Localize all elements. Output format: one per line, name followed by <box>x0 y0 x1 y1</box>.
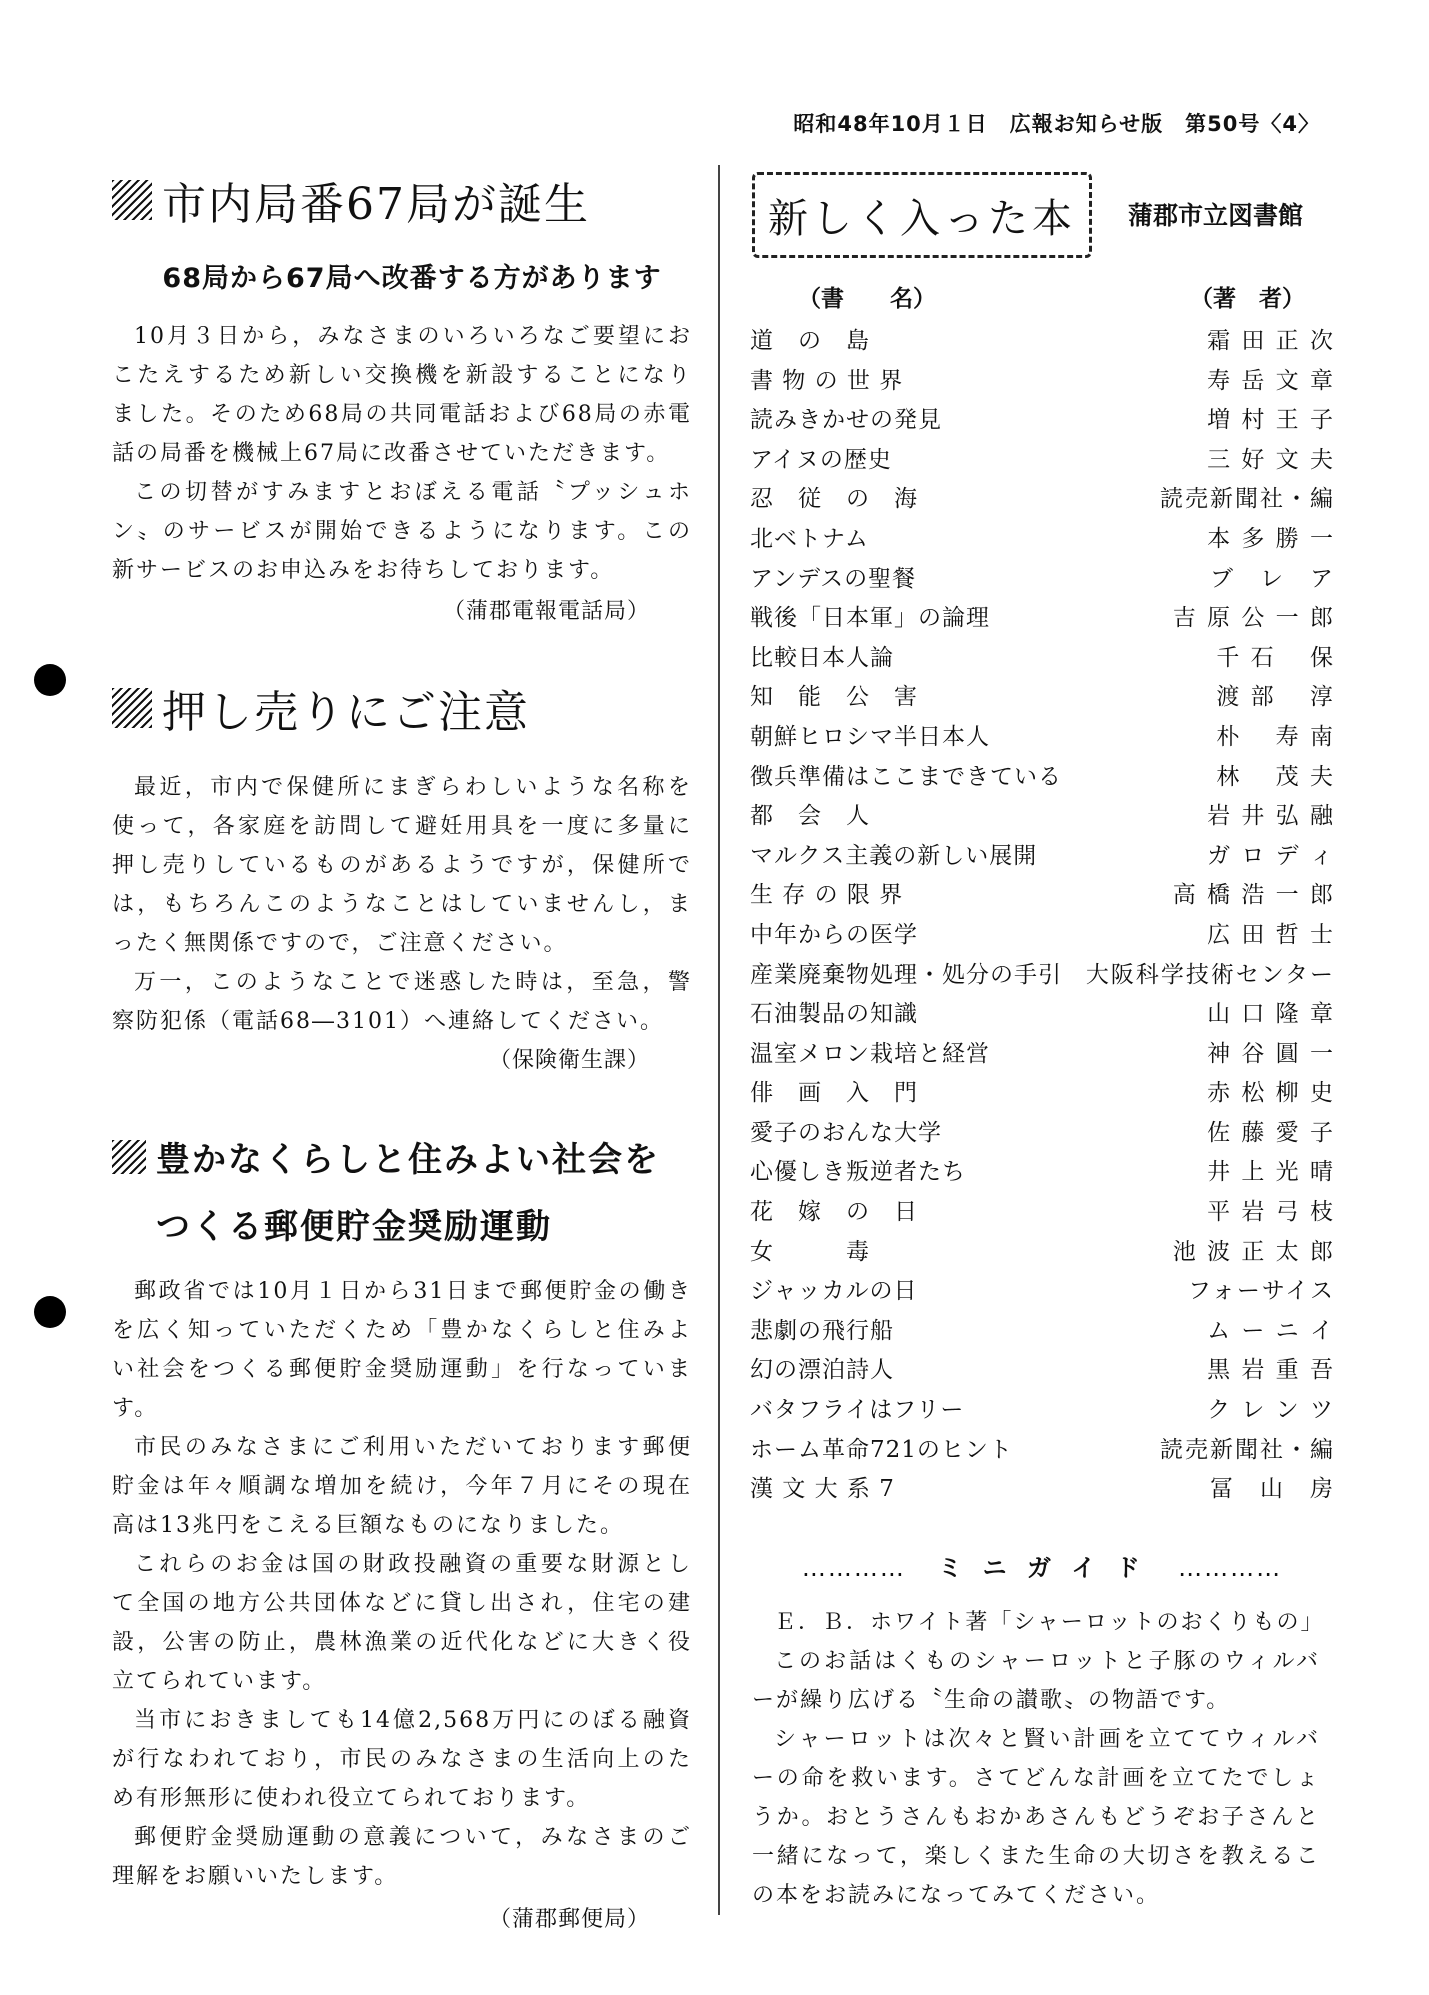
book-author: 平 岩 弓 枝 <box>1207 1199 1335 1226</box>
book-row <box>750 322 1335 362</box>
paragraph: この切替がすみますとおぼえる電話〝プッシュホ ン〟のサービスが開始できるようになります。この 新サービスのお申込みをお待ちしております。 <box>112 480 692 583</box>
mini-guide-title: ミ ニ ガ イ ド <box>938 1554 1146 1582</box>
book-author: 赤 松 柳 史 <box>1207 1080 1335 1107</box>
book-title: 戦後「日本軍」の論理 <box>750 605 990 632</box>
book-row <box>750 401 1335 441</box>
article3-title-line1: 豊かなくらしと住みよい社会を <box>156 1140 660 1180</box>
library-name: 蒲郡市立図書館 <box>1128 201 1304 230</box>
book-row <box>750 1351 1335 1391</box>
book-row <box>750 1153 1335 1193</box>
mini-guide-body <box>752 1603 1325 1915</box>
book-row <box>750 758 1335 798</box>
book-title: 中年からの医学 <box>750 921 918 948</box>
binder-hole-bottom <box>34 1296 66 1328</box>
book-title: 幻の漂泊詩人 <box>750 1357 894 1384</box>
book-row <box>750 362 1335 402</box>
paragraph: このお話はくものシャーロットと子豚のウィルバ ーが繰り広げる〝生命の讃歌〟の物語です。 <box>752 1649 1320 1713</box>
book-author: 冨 山 房 <box>1210 1476 1335 1503</box>
book-title: 北ベトナム <box>750 525 869 552</box>
article1-title: 市内局番67局が誕生 <box>162 179 590 230</box>
column-author-header: （著 者） <box>1190 286 1305 312</box>
article-postal-savings <box>112 1132 692 1933</box>
book-author: 読売新聞社・編 <box>1160 486 1335 513</box>
book-title: 石油製品の知識 <box>750 1001 918 1028</box>
book-author: 読売新聞社・編 <box>1160 1436 1335 1463</box>
paragraph: これらのお金は国の財政投融資の重要な財源とし て全国の地方公共団体などに貸し出され，住宅の建 設，公害の防止，農林漁業の近代化などに大きく役 立てられています。 <box>112 1552 692 1694</box>
book-author: 朴 寿 南 <box>1216 723 1335 750</box>
book-row <box>750 1193 1335 1233</box>
book-author: 広 田 哲 士 <box>1207 921 1335 948</box>
book-title: 道 の 島 <box>750 328 870 354</box>
article2-body <box>112 768 692 1041</box>
book-row <box>750 678 1335 718</box>
book-title: 比較日本人論 <box>750 644 894 671</box>
book-author: 山 口 隆 章 <box>1207 1001 1335 1028</box>
book-author: 霜 田 正 次 <box>1207 328 1335 354</box>
book-author: 池 波 正 太 郎 <box>1172 1238 1335 1265</box>
book-title: アンデスの聖餐 <box>750 565 917 592</box>
book-author: 三 好 文 夫 <box>1207 446 1335 473</box>
book-author: ガ ロ デ ィ <box>1207 842 1335 869</box>
book-author: 林 茂 夫 <box>1216 763 1335 790</box>
book-title: 生 存 の 限 界 <box>750 882 904 909</box>
book-author: フォーサイス <box>1187 1278 1335 1305</box>
book-row <box>750 599 1335 639</box>
book-author: 井 上 光 晴 <box>1207 1159 1335 1186</box>
book-title: ジャッカルの日 <box>750 1278 918 1305</box>
book-author: 神 谷 圓 一 <box>1207 1040 1335 1067</box>
hatch-marker-icon <box>112 180 152 220</box>
book-row <box>750 916 1335 956</box>
book-author: 本 多 勝 一 <box>1207 525 1335 552</box>
book-author: 寿 岳 文 章 <box>1207 367 1335 394</box>
book-row <box>750 1114 1335 1154</box>
book-title: アイヌの歴史 <box>750 446 892 473</box>
paragraph: 万一，このようなことで迷惑した時は，至急，警 察防犯係（電話68―3101）へ連絡してください。 <box>112 970 692 1034</box>
book-row <box>750 1470 1335 1510</box>
article3-title-line2: つくる郵便貯金奨励運動 <box>156 1207 552 1247</box>
book-title: 漢 文 大 系 7 <box>750 1476 895 1503</box>
new-books-title: 新しく入った本 <box>768 195 1076 242</box>
book-row <box>750 1391 1335 1431</box>
book-row <box>750 1272 1335 1312</box>
hatch-marker-icon <box>112 1140 146 1174</box>
book-row <box>750 480 1335 520</box>
book-title: 書 物 の 世 界 <box>750 367 904 394</box>
new-books-title-box <box>752 172 1092 258</box>
book-author: 増 村 王 子 <box>1207 407 1335 434</box>
article1-source: （蒲郡電報電話局） <box>442 599 650 624</box>
article-door-sales-warning <box>112 676 692 1074</box>
book-title: 産業廃棄物処理・処分の手引 <box>750 961 1062 988</box>
book-title: 知 能 公 害 <box>750 684 918 711</box>
book-author: 岩 井 弘 融 <box>1207 803 1335 830</box>
book-title: 愛子のおんな大学 <box>750 1119 942 1146</box>
hatch-marker-icon <box>112 688 152 728</box>
article2-heading <box>112 676 692 740</box>
issue-header: 昭和48年10月１日 広報お知らせ版 第50号〈4〉 <box>793 112 1320 136</box>
mini-guide-header <box>752 1548 1332 1583</box>
book-title: ホーム革命721のヒント <box>750 1436 1013 1463</box>
book-row <box>750 1431 1335 1471</box>
book-row <box>750 837 1335 877</box>
article3-body <box>112 1272 692 1896</box>
book-row <box>750 1074 1335 1114</box>
book-title: 読みきかせの発見 <box>750 407 942 434</box>
book-title: 朝鮮ヒロシマ半日本人 <box>750 723 990 750</box>
binder-hole-top <box>34 664 66 696</box>
book-author: 佐 藤 愛 子 <box>1207 1119 1335 1146</box>
book-title: 悲劇の飛行船 <box>750 1317 894 1344</box>
book-author: 千 石 保 <box>1216 644 1335 671</box>
book-title: バタフライはフリー <box>750 1397 965 1424</box>
book-author: 高 橋 浩 一 郎 <box>1172 882 1335 909</box>
article2-title: 押し売りにご注意 <box>162 687 530 738</box>
article-phone-exchange <box>112 168 692 625</box>
book-author: 黒 岩 重 吾 <box>1207 1357 1335 1384</box>
paragraph: 10月３日から，みなさまのいろいろなご要望にお こたえするため新しい交換機を新設することになり ました。そのため68局の共同電話および68局の赤電 話の局番を機械上67局に改番させていただきます。 <box>112 324 692 466</box>
book-row <box>750 718 1335 758</box>
book-title: 忍 従 の 海 <box>750 486 918 513</box>
book-list <box>750 322 1335 1510</box>
paragraph: 当市におきましても14億2,568万円にのぼる融資 が行なわれており，市民のみなさまの生活向上のた め有形無形に使われ役立てられております。 <box>112 1708 692 1811</box>
dotted-leader: ………… <box>801 1554 906 1582</box>
book-author: 渡 部 淳 <box>1216 684 1335 711</box>
article1-subtitle: 68局から67局へ改番する方があります <box>162 263 662 294</box>
book-row <box>750 995 1335 1035</box>
article1-heading <box>112 168 692 232</box>
book-row <box>750 1312 1335 1352</box>
book-row <box>750 1233 1335 1273</box>
book-row <box>750 876 1335 916</box>
book-row <box>750 956 1335 996</box>
book-row <box>750 441 1335 481</box>
dotted-leader: ………… <box>1178 1554 1283 1582</box>
book-title: 温室メロン栽培と経営 <box>750 1040 990 1067</box>
book-author: 吉 原 公 一 郎 <box>1172 605 1335 632</box>
article3-source: （蒲郡郵便局） <box>488 1907 650 1932</box>
book-author: ム ー ニ イ <box>1207 1317 1335 1344</box>
paragraph: 郵便貯金奨励運動の意義について，みなさまのご 理解をお願いいたします。 <box>112 1825 692 1889</box>
book-title: 女 毒 <box>750 1238 870 1265</box>
column-title-header: （書 名） <box>798 286 936 312</box>
article2-source: （保険衛生課） <box>488 1048 650 1073</box>
book-title: 心優しき叛逆者たち <box>750 1159 966 1186</box>
book-author: ク レ ン ツ <box>1207 1397 1335 1424</box>
article3-heading <box>112 1132 692 1181</box>
book-title: 都 会 人 <box>750 803 870 830</box>
book-title: 花 嫁 の 日 <box>750 1199 918 1226</box>
mini-guide-book-line: Ｅ．Ｂ．ホワイト著「シャーロットのおくりもの」 <box>774 1610 1325 1635</box>
book-row <box>750 1035 1335 1075</box>
book-row <box>750 797 1335 837</box>
book-author: 大阪科学技術センター <box>1085 961 1335 988</box>
book-row <box>750 560 1335 600</box>
book-title: 徴兵準備はここまできている <box>750 763 1062 790</box>
book-row <box>750 639 1335 679</box>
column-divider <box>718 165 720 1915</box>
paragraph: シャーロットは次々と賢い計画を立ててウィルバ ーの命を救います。さてどんな計画を立てたでしょ うか。おとうさんもおかあさんもどうぞお子さんと 一緒になって，楽しくまた生命の大切さを教えるこ の本をお読みになってみてください。 <box>752 1727 1320 1908</box>
paragraph: 郵政省では10月１日から31日まで郵便貯金の働き を広く知っていただくため「豊かなくらしと住みよ い社会をつくる郵便貯金奨励運動」を行なっていま す。 <box>112 1279 692 1421</box>
book-title: 俳 画 入 門 <box>750 1080 918 1107</box>
book-row <box>750 520 1335 560</box>
paragraph: 最近，市内で保健所にまぎらわしいような名称を 使って，各家庭を訪問して避妊用具を一度に多量に 押し売りしているものがあるようですが，保健所で は，もちろんこのようなことはしていませんし，ま ったく無関係ですので，ご注意ください。 <box>112 775 692 956</box>
paragraph: 市民のみなさまにご利用いただいております郵便 貯金は年々順調な増加を続け，今年７月にその現在 高は13兆円をこえる巨額なものになりました。 <box>112 1435 692 1538</box>
book-title: マルクス主義の新しい展開 <box>750 842 1038 869</box>
book-author: ブ レ ア <box>1210 565 1335 592</box>
article1-body <box>112 317 692 590</box>
